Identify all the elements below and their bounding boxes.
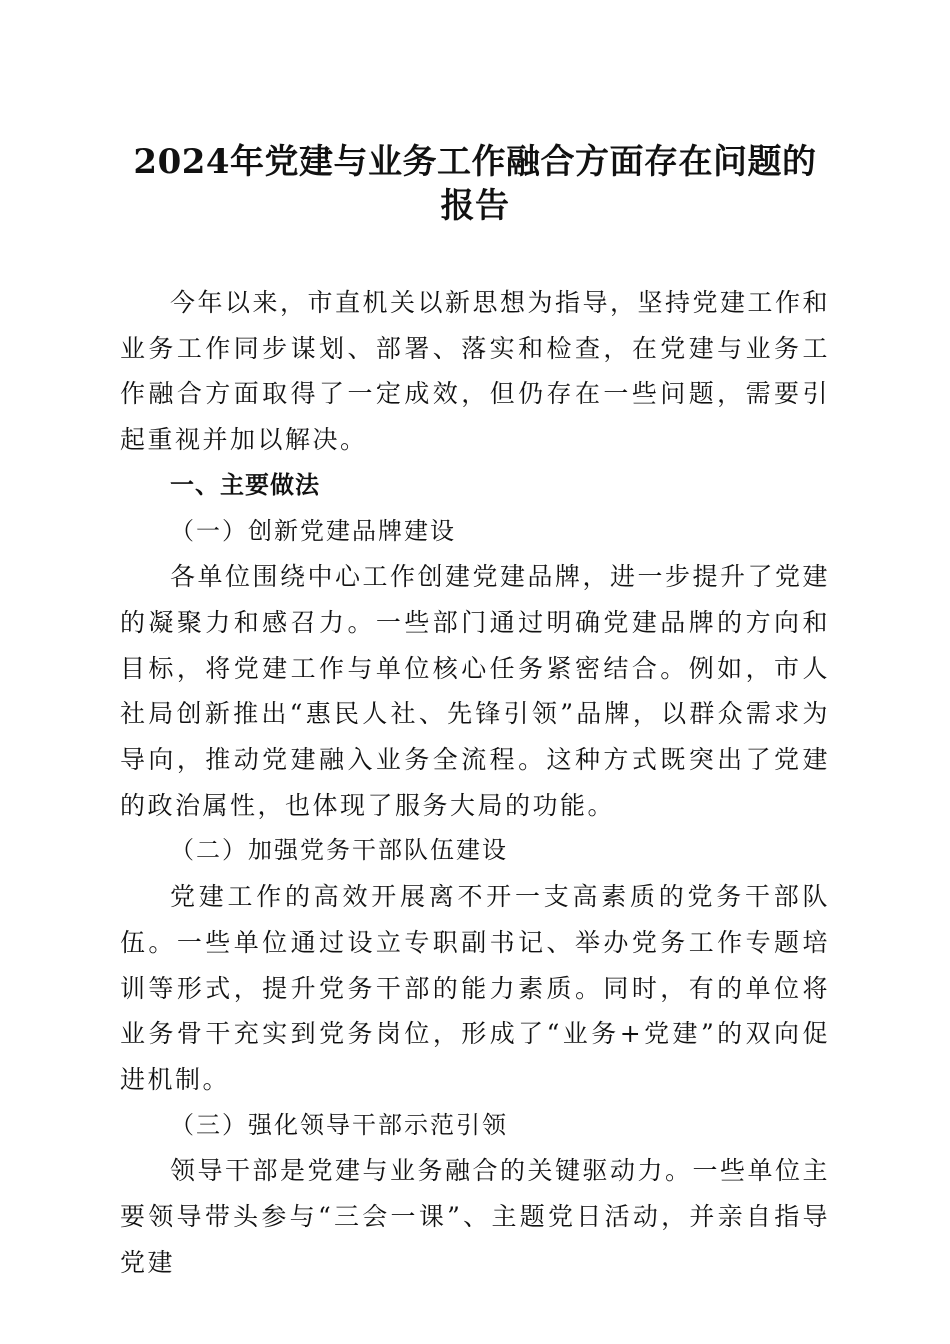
- subsection-2-paragraph: 党建工作的高效开展离不开一支高素质的党务干部队伍。一些单位通过设立专职副书记、举办党务工作专题培训等形式，提升党务干部的能力素质。同时，有的单位将业务骨干充实到党务岗位，形成了“业务+党建”的双向促进机制。: [120, 882, 830, 1094]
- document-title-line-2: 报告: [440, 186, 510, 226]
- intro-paragraph: 今年以来，市直机关以新思想为指导，坚持党建工作和业务工作同步谋划、部署、落实和检查，在党建与业务工作融合方面取得了一定成效，但仍存在一些问题，需要引起重视并加以解决。: [120, 288, 831, 455]
- document-body: [120, 280, 830, 1285]
- subsection-heading-2: （二）加强党务干部队伍建设: [170, 836, 508, 865]
- document-title-line-1: 2024年党建与业务工作融合方面存在问题的: [133, 142, 817, 182]
- subsection-heading-1: （一）创新党建品牌建设: [170, 516, 456, 545]
- section-heading-main-practices: 一、主要做法: [170, 470, 320, 499]
- subsection-1-paragraph: 各单位围绕中心工作创建党建品牌，进一步提升了党建的凝聚力和感召力。一些部门通过明确党建品牌的方向和目标，将党建工作与单位核心任务紧密结合。例如，市人社局创新推出“惠民人社、先锋引领”品牌，以群众需求为导向，推动党建融入业务全流程。这种方式既突出了党建的政治属性，也体现了服务大局的功能。: [120, 562, 831, 820]
- subsection-3-paragraph: 领导干部是党建与业务融合的关键驱动力。一些单位主要领导带头参与“三会一课”、主题党日活动，并亲自指导党建: [120, 1156, 831, 1277]
- subsection-heading-3: （三）强化领导干部示范引领: [170, 1110, 508, 1139]
